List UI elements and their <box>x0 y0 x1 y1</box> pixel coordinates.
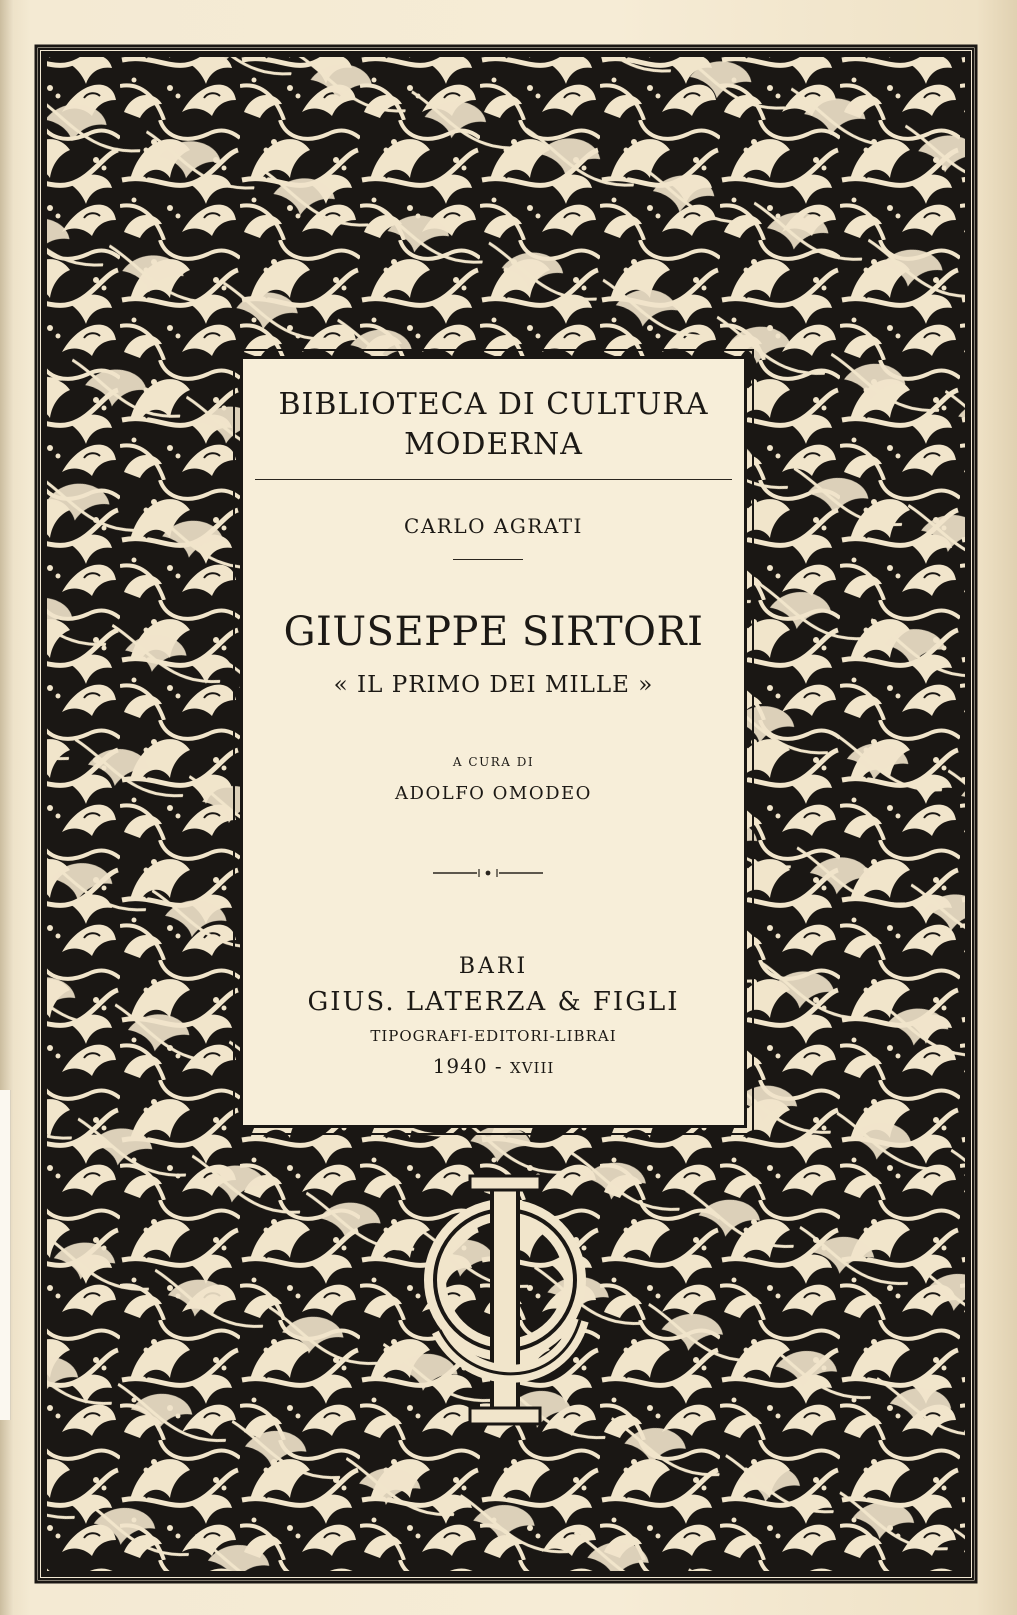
publisher-city: BARI <box>458 954 529 979</box>
fleuron-divider-icon <box>433 867 543 879</box>
publisher-trade: TIPOGRAFI-EDITORI-LIBRAI <box>370 1027 617 1045</box>
editor-name: ADOLFO OMODEO <box>395 783 592 804</box>
series-title-line-2: MODERNA <box>404 427 583 462</box>
author-divider <box>453 559 523 560</box>
series-divider <box>255 479 732 480</box>
series-title-line-1: BIBLIOTECA DI CULTURA <box>278 387 709 422</box>
book-title: GIUSEPPE SIRTORI <box>283 609 704 655</box>
publication-year <box>243 1054 744 1078</box>
author-name: CARLO AGRATI <box>404 514 583 538</box>
editor-note: A CURA DI <box>452 755 535 769</box>
publisher-name: GIUS. LATERZA & FIGLI <box>307 987 680 1017</box>
title-panel <box>240 356 747 1128</box>
year-number: 1940 - <box>432 1054 503 1078</box>
fascist-era-year: XVIII <box>510 1059 555 1077</box>
book-subtitle: « IL PRIMO DEI MILLE » <box>333 672 654 698</box>
